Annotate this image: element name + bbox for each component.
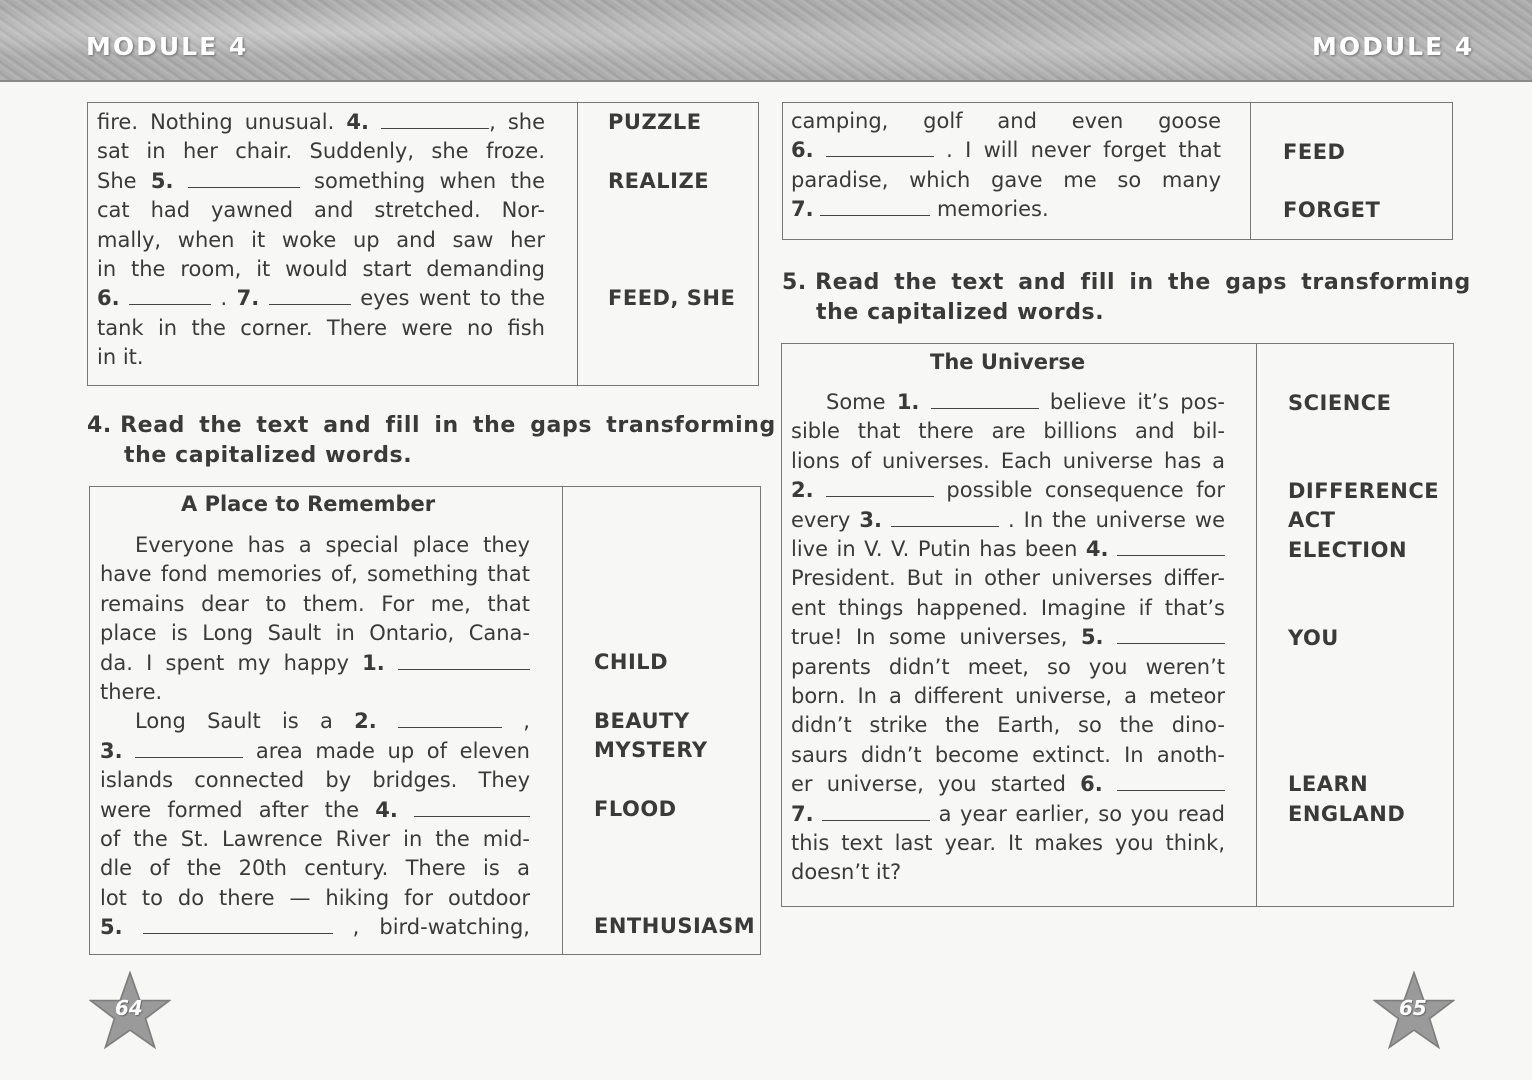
module-title-left: MODULE 4 xyxy=(86,32,249,61)
keyword-enthusiasm: ENTHUSIASM xyxy=(594,914,756,938)
gap-2[interactable] xyxy=(398,709,502,728)
gap-6[interactable] xyxy=(129,286,211,305)
keyword-mystery: MYSTERY xyxy=(594,738,708,762)
gap-7[interactable] xyxy=(822,802,930,821)
page-number-left: 64 xyxy=(115,996,143,1020)
place-text: Everyone has a special place they have fond memories of, something that remains dear to them. For me, that place is Long Sault in Ontario, Cana- da. I spent my happy 1. there. Long Sault is a 2. , 3. area made up of eleven islands connected by bridges. They were formed after the 4. of the St. Lawrence River in the mid- dle of the 20th century. There is a lot to do there — hiking for outdoor 5. , bird-watching, xyxy=(100,533,530,940)
column-divider xyxy=(562,487,563,954)
place-title: A Place to Remember xyxy=(181,492,436,516)
gap-5[interactable] xyxy=(1117,625,1225,644)
exercise-3-text: fire. Nothing unusual. 4. , she sat in her chair. Suddenly, she froze. She 5. something when the cat had yawned and stretched. Nor- mally, when it woke up and saw her in the room, it would start demanding 6. . 7. eyes went to the tank in the corner. There were no fish in it. xyxy=(97,110,545,370)
keyword-forget: FORGET xyxy=(1283,198,1381,222)
page-header xyxy=(0,0,1532,82)
keyword-feed-she: FEED, SHE xyxy=(608,286,736,310)
gap-4[interactable] xyxy=(1117,537,1225,556)
keyword-realize: REALIZE xyxy=(608,169,710,193)
keyword-learn: LEARN xyxy=(1288,772,1369,796)
keyword-science: SCIENCE xyxy=(1288,391,1392,415)
keyword-act: ACT xyxy=(1288,508,1336,532)
keyword-child: CHILD xyxy=(594,650,669,674)
keyword-beauty: BEAUTY xyxy=(594,709,690,733)
keyword-you: YOU xyxy=(1288,626,1339,650)
gap-5[interactable] xyxy=(188,169,300,188)
gap-4[interactable] xyxy=(381,110,489,129)
column-divider xyxy=(577,103,578,385)
task-5-instruction: 5. Read the text and fill in the gaps transforming the capitalized words. xyxy=(782,270,1471,325)
gap-6[interactable] xyxy=(1117,772,1225,791)
place-continuation-text: camping, golf and even goose 6. . I will never forget that paradise, which gave me so many 7. memories. xyxy=(791,109,1221,222)
gap-2[interactable] xyxy=(826,478,934,497)
task-4-instruction: 4. Read the text and fill in the gaps transforming the capitalized words. xyxy=(87,413,776,468)
column-divider xyxy=(1256,344,1257,906)
keyword-flood: FLOOD xyxy=(594,797,677,821)
keyword-difference: DIFFERENCE xyxy=(1288,479,1440,503)
gap-3[interactable] xyxy=(891,508,999,527)
gap-7[interactable] xyxy=(820,197,930,216)
keyword-election: ELECTION xyxy=(1288,538,1408,562)
gap-4[interactable] xyxy=(414,798,530,817)
page-number-right: 65 xyxy=(1399,996,1427,1020)
universe-text: Some 1. believe it’s pos- sible that there are billions and bil- lions of universes. Each universe has a 2. possible consequence for every 3. . In the universe we live in V. V. Putin has been 4. President. But in other universes differ- ent things happened. Imagine if that’s true! In some universes, 5. parents didn’t meet, so you weren’t born. In a different universe, a meteor didn’t strike the Earth, so the dino- saurs didn’t become extinct. In anoth- er universe, you started 6. 7. a year earlier, so you read this text last year. It makes you think, doesn’t it? xyxy=(791,390,1225,885)
keyword-england: ENGLAND xyxy=(1288,802,1406,826)
universe-title: The Universe xyxy=(930,350,1086,374)
gap-1[interactable] xyxy=(398,651,530,670)
gap-5[interactable] xyxy=(143,915,333,934)
gap-6[interactable] xyxy=(826,138,934,157)
module-title-right: MODULE 4 xyxy=(1312,32,1475,61)
keyword-puzzle: PUZZLE xyxy=(608,110,702,134)
gap-7[interactable] xyxy=(269,286,351,305)
gap-3[interactable] xyxy=(135,739,243,758)
column-divider xyxy=(1250,103,1251,239)
keyword-feed: FEED xyxy=(1283,140,1346,164)
gap-1[interactable] xyxy=(931,390,1039,409)
